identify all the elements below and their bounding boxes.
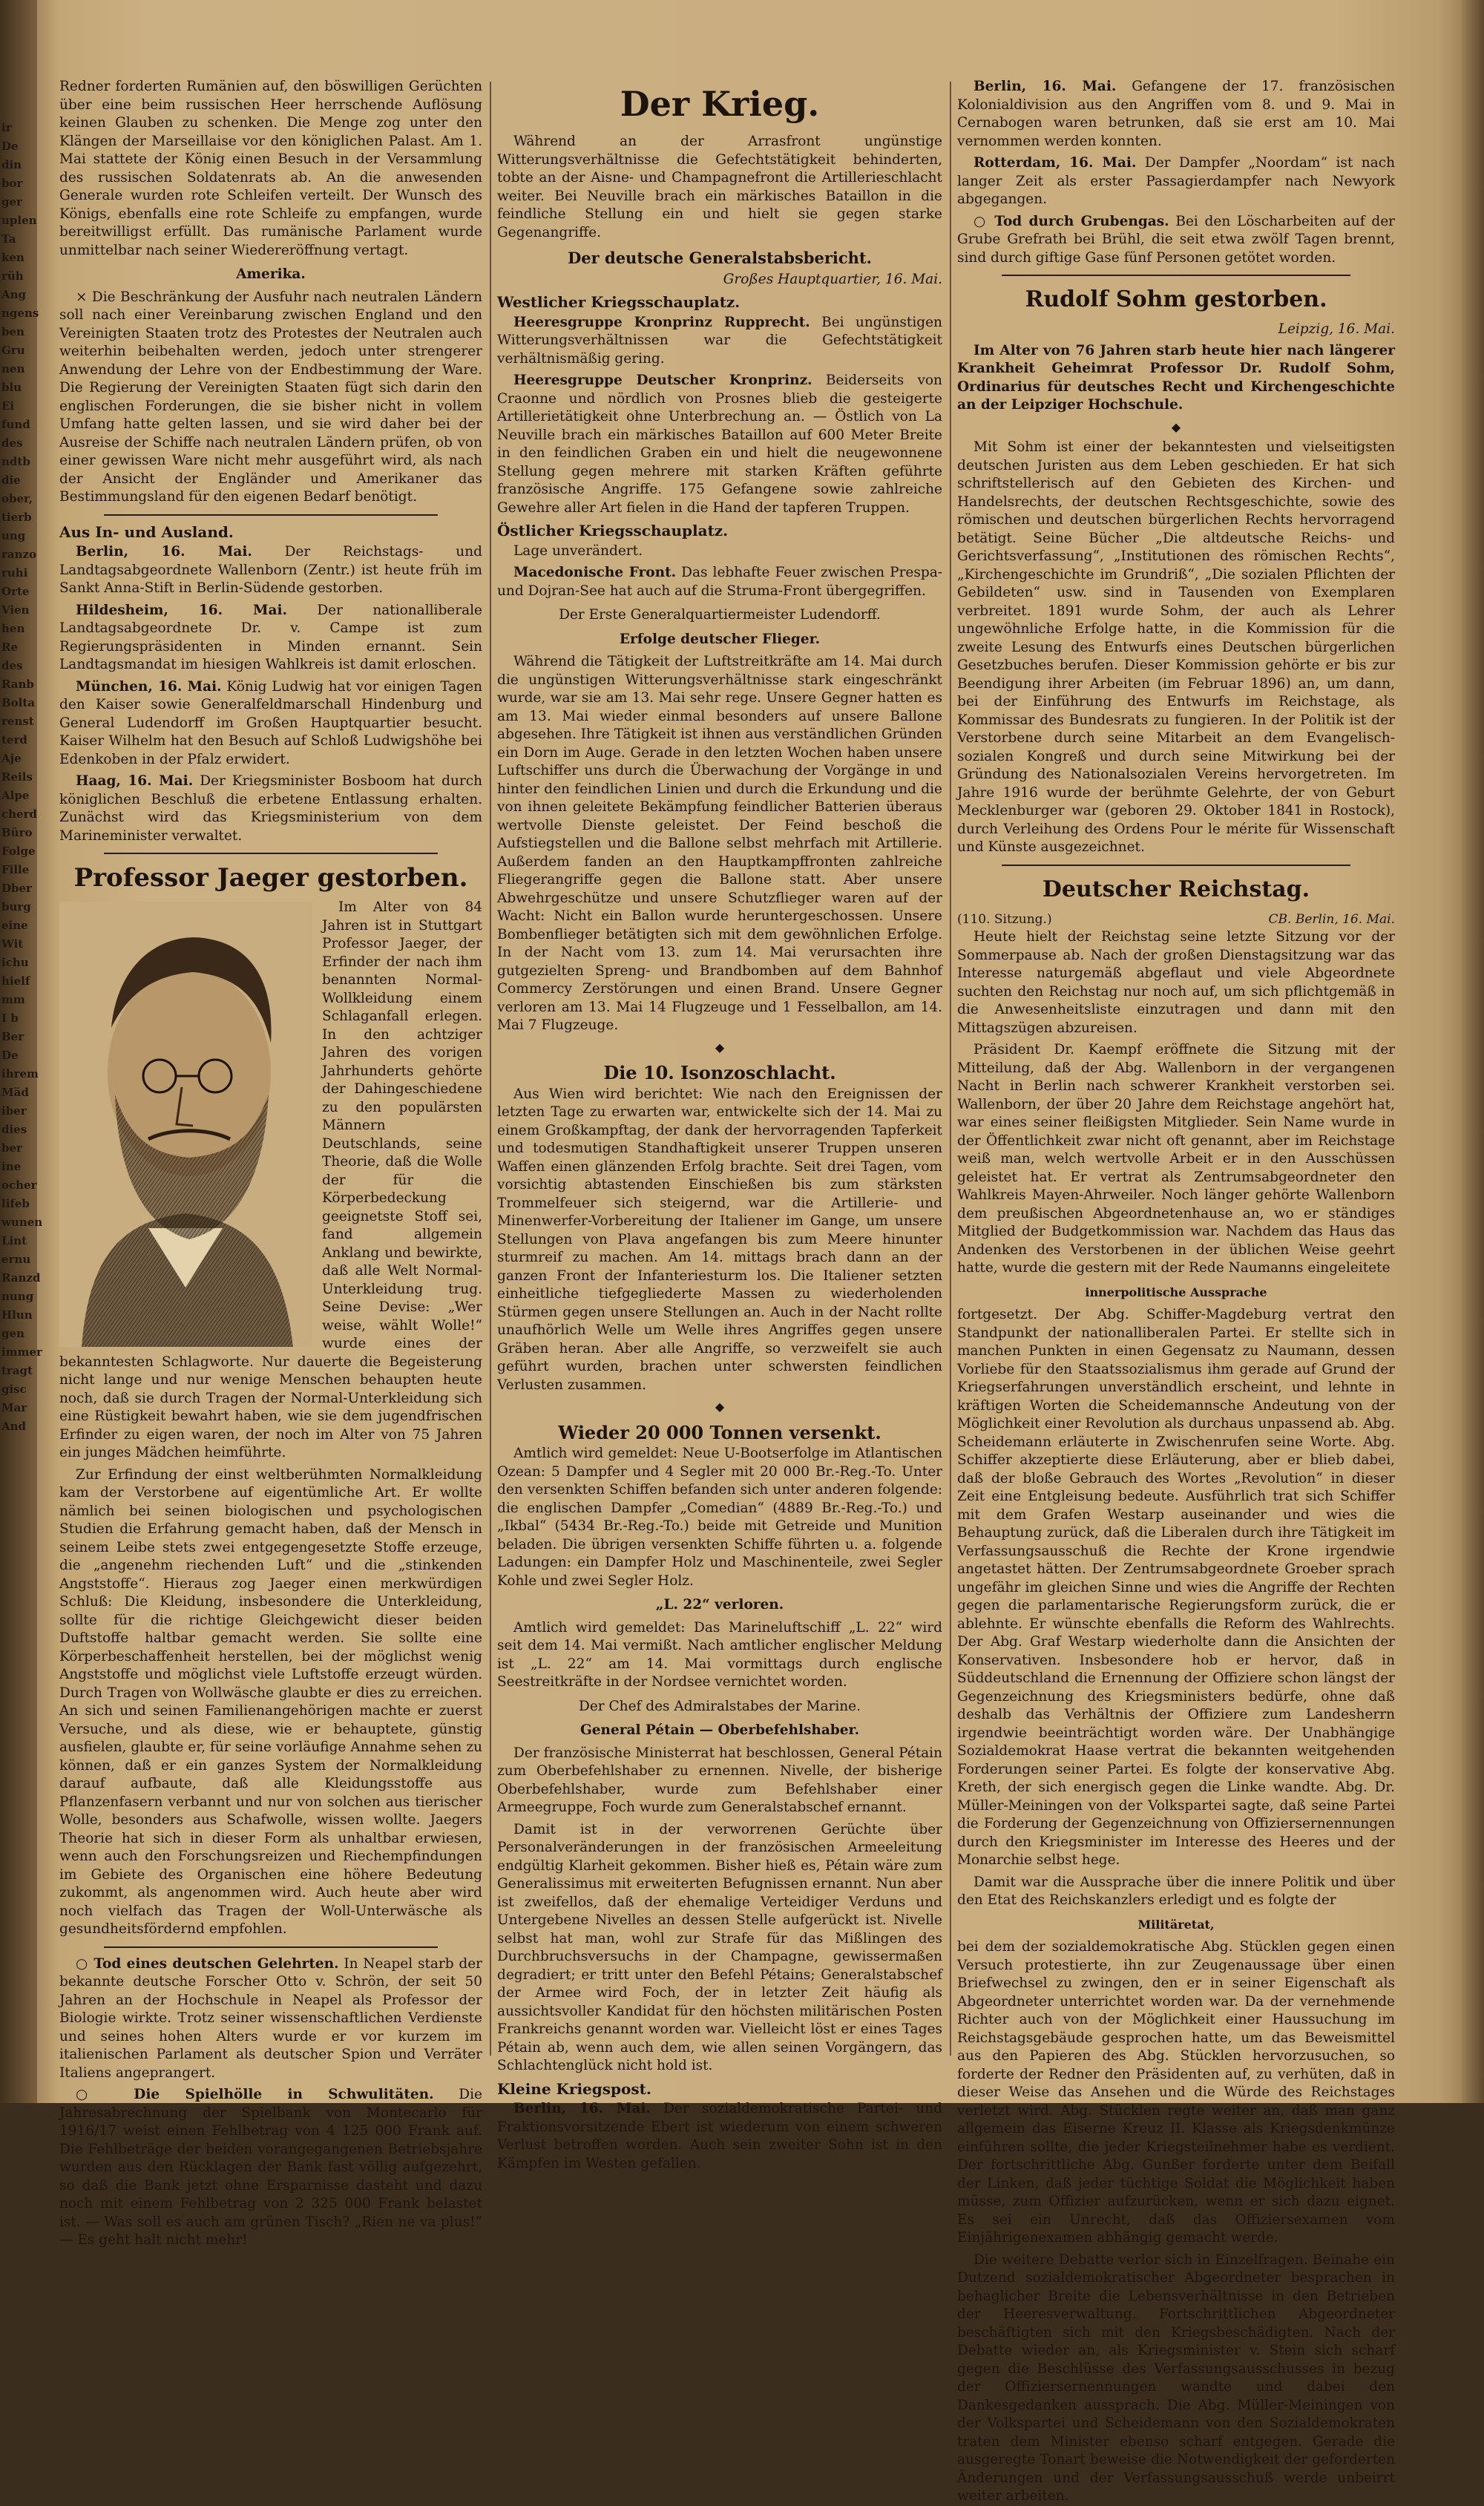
- gutter-fragment: Mar: [1, 1401, 27, 1414]
- divider: [104, 1946, 438, 1948]
- gutter-fragment: bor: [1, 177, 23, 190]
- gutter-fragment: Orte: [1, 585, 30, 598]
- gutter-fragment: tierb: [1, 511, 32, 524]
- misc-text: In Neapel starb der bekannte deutsche Forscher Otto v. Schrön, der seit 50 Jahren an der Hochschule in Neapel als Professor der Biologie wirkte. Trotz seiner wissenschaftlichen Verdienste und seines hohen Alters wurde er vor kurzem im italienischen Parlament als deutscher Spion und Verräter Italiens angeprangert.: [59, 1955, 482, 2081]
- gutter-fragment: terd: [1, 733, 27, 747]
- rotterdam-text: Der Dampfer „Noordam“ ist nach langer Zeit als erster Passagierdampfer nach Newyork abgegangen.: [957, 155, 1395, 207]
- gutter-fragment: Ranb: [1, 678, 34, 691]
- maced-text: Das lebhafte Feuer zwischen Prespa- und Dojran-See hat auch auf die Struma-Front übergegriffen.: [497, 565, 942, 599]
- gutter-fragment: ung: [1, 529, 26, 542]
- gutter-fragment: die: [1, 473, 21, 487]
- gutter-fragment: eine: [1, 919, 28, 932]
- rumania-report: Redner forderten Rumänien auf, den böswilligen Gerüchten über eine beim russischen Heer herrschende Auflösung keinen Glauben zu schenken. Die Menge zog unter den Klängen der Marseillaise vor den königlichen Palast. Am 1. Mai stattete der König einen Besuch in der Versammlung des russischen Soldatenrats ab. An die anwesenden Generale wurden rote Schleifen verteilt. Der Wunsch des Königs, ebenfalls eine rote Schleife zu empfangen, wurde bereitwilligst erfüllt. Das rumänische Parlament wurde unmittelbar nach seiner Wiedereröffnung vertagt.: [59, 79, 482, 258]
- reichstag-dateline: CB. Berlin, 16. Mai.: [1268, 911, 1395, 927]
- militaer-paragraph-2: Die weitere Debatte verlor sich in Einzelfragen. Beinahe ein Dutzend sozialdemokratischer Abgeordneter besprachen in behaglicher Breite die Lebensverhältnisse in den Betrieben der Heeresverwaltung. Fortschrittlichen Abgeordneter beschäftigten sich mit den Kriegsbeschädigten. Nach der Debatte wieder an, als Kriegsminister v. Stein sich scharf gegen die Beschlüsse des Verfassungsausschusses in bezug der Offiziersernennungen wandte und dabei den Dankesgedanken aussprach. Die Abg. Müller-Meiningen von der Volkspartei und Scheidemann von den Sozialdemokraten traten dem Minister ebenso scharf entgegen. Gerade die ausgeregte Tonart beweise die Notwendigkeit der geforderten Änderungen und der Verfassungsausschuß werde unbeirrt weiter arbeiten.: [957, 2251, 1395, 2504]
- inland-place: Hildesheim, 16. Mai.: [76, 602, 287, 618]
- gutter-fragment: Gru: [1, 344, 25, 357]
- misc-title: ○ Die Spielhölle in Schwulitäten.: [76, 2087, 434, 2102]
- report-signature: Der Erste Generalquartiermeister Ludendorff.: [559, 607, 881, 623]
- gutter-fragment: wunen: [1, 1216, 43, 1229]
- gutter-fragment: ir: [1, 121, 12, 134]
- inland-text: Der nationalliberale Landtagsabgeordnete Dr. v. Campe ist zum Regierungspräsidenten in Minden ernannt. Sein Landtagsmandat im hiesigen Wahlkreis ist damit erloschen.: [59, 602, 482, 672]
- gutter-fragment: dies: [1, 1123, 27, 1136]
- gutter-fragment: renst: [1, 715, 34, 728]
- east-heading: Östlicher Kriegsschauplatz.: [497, 522, 729, 539]
- gutter-fragment: De: [1, 1049, 19, 1062]
- east-text: Lage unverändert.: [513, 542, 643, 559]
- jaeger-portrait-image: [59, 902, 312, 1347]
- gutter-fragment: des: [1, 659, 23, 672]
- gutter-fragment: des: [1, 436, 23, 450]
- gutter-fragment: ngens: [1, 306, 39, 320]
- gutter-fragment: ihrem: [1, 1067, 39, 1080]
- kriegspost-text: Der sozialdemokratische Partei- und Fraktionsvorsitzende Ebert ist wiederum von einem schweren Verlust betroffen worden. Auch sein zweiter Sohn ist in den Kämpfen im Westen gefallen.: [497, 2101, 942, 2171]
- gutter-fragment: I b: [1, 1011, 19, 1025]
- krieg-heading: Der Krieg.: [620, 84, 820, 124]
- column-left: [59, 78, 482, 2248]
- inland-place: Haag, 16. Mai.: [76, 773, 194, 789]
- maced-lead: Macedonische Front.: [513, 565, 677, 580]
- gutter-fragment: tragt: [1, 1364, 33, 1377]
- separator-ornament: ◆: [1171, 419, 1181, 434]
- gutter-fragment: ndtb: [1, 455, 30, 468]
- gutter-fragment: immer: [1, 1345, 42, 1359]
- inland-place: München, 16. Mai.: [76, 678, 222, 695]
- misc-item: [59, 2086, 482, 2250]
- berlin-place: Berlin, 16. Mai.: [974, 79, 1117, 94]
- gutter-fragment: ocher: [1, 1178, 37, 1192]
- separator-ornament: ◆: [715, 1040, 725, 1054]
- gutter-fragment: Ranzd: [1, 1271, 41, 1285]
- gutter-fragment: De: [1, 140, 19, 153]
- l22-article: Amtlich wird gemeldet: Das Marineluftschiff „L. 22“ wird seit dem 14. Mai vermißt. Nach amtlicher englischer Meldung ist „L. 22“ am 14. Mai vormittags durch englische Seestreitkräfte in der Nordsee vernichtet worden.: [497, 1619, 942, 1690]
- gutter-fragment: Aje: [1, 752, 22, 765]
- inland-text: Der Reichstags- und Landtagsabgeordnete Wallenborn (Zentr.) ist heute früh im Sankt Anna-Stift in Berlin-Südende gestorben.: [59, 544, 482, 596]
- petain-paragraph-2: Damit ist in der verworrenen Gerüchte über Personalveränderungen in der französischen Armeeleitung endgültig Klarheit gekommen. Bisher hieß es, Pétain wäre zum Generalissimus mit erweiterten Befugnissen ernannt. Nun aber ist zweifellos, daß der ehemalige Verteidiger Verduns und Untergebene Nivelles an dessen Stelle aufgerückt ist. Nivelle selbst hat man, wohl zur Strafe für das Mißlingen des Durchbruchsversuchs in der Champagne, gewissermaßen degradiert; er tritt unter den Befehl Pétains; Generalstabschef der Armee wird Foch, der in letzter Zeit häufig als aussichtsvoller Kandidat für den höchsten militärischen Posten Frankreichs genannt worden war. Vielleicht löst er eines Tages Pétain ab, wenn auch dem, wie allen seinen Vorgängern, das Schlachtenglück nicht hold ist.: [497, 1821, 942, 2073]
- gutter-fragment: And: [1, 1420, 27, 1433]
- inland-heading: Aus In- und Ausland.: [59, 522, 234, 541]
- misc-item: [59, 1955, 482, 2083]
- west-text-1: Bei ungünstigen Witterungsverhältnissen war die Gefechtstätigkeit verhältnismäßig gering.: [497, 314, 942, 367]
- inland-item: [59, 773, 482, 845]
- reichstag-paragraph-1: Heute hielt der Reichstag seine letzte Sitzung vor der Sommerpause ab. Nach der großen Dienstagsitzung war das Interesse naturgemäß abgeflaut und viele Abgeordnete suchten den Reichstag nur noch auf, um sich pflichtgemäß in die Anwesenheitsliste einzutragen und dann mit den Mittagszügen abzureisen.: [957, 929, 1395, 1036]
- gutter-fragment: rüh: [1, 269, 24, 283]
- column-rule-1: [490, 82, 491, 2056]
- kriegspost-paragraph: [497, 2100, 942, 2173]
- maced-paragraph: [497, 564, 942, 600]
- gruben-text: Bei den Löscharbeiten auf der Grube Grefrath bei Brühl, die seit etwa zwölf Tagen brennt, sind durch giftige Gase fünf Personen getötet worden.: [957, 213, 1395, 266]
- gutter-fragment: lifeb: [1, 1197, 30, 1210]
- gutter-fragment: ober,: [1, 492, 33, 505]
- gutter-fragment: blu: [1, 381, 22, 394]
- gutter-fragment: Folge: [1, 844, 36, 858]
- gutter-fragment: Alpe: [1, 789, 30, 802]
- krieg-intro: Während an der Arrasfront ungünstige Witterungsverhältnisse die Gefechtstätigkeit behinderten, tobte an der Aisne- und Champagnefront die Artillerieschlacht weiter. Bei Neuville brach ein märkisches Bataillon in die feindliche Stellung ein und hielt sie gegen starke Gegenangriffe.: [497, 134, 942, 240]
- divider: [104, 514, 438, 516]
- damit-paragraph: Damit war die Aussprache über die innere Politik und über den Etat des Reichskanzlers erledigt und es folgte der: [957, 1874, 1395, 1908]
- gutter-fragment: mm: [1, 993, 25, 1006]
- inland-text: Der Kriegsminister Bosboom hat durch königlichen Beschluß die erbetene Entlassung erhalten. Zunächst wird das Kriegsministerium von dem Marineminister verwaltet.: [59, 773, 482, 844]
- flieger-article: Während die Tätigkeit der Luftstreitkräfte am 14. Mai durch die ungünstigen Witterungsverhältnisse stark eingeschränkt wurde, war sie am 13. Mai sehr rege. Unsere Gegner hatten es am 13. Mai wieder einmal besonders auf unsere Ballone abgesehen. Ihre Tätigkeit ist ihnen aus verständlichen Gründen ein Dorn im Auge. Gerade in den letzten Wochen haben unsere Luftschiffer uns durch die Überwachung der Vorgänge in und hinter den feindlichen Linien und durch die Erkundung und die von ihnen geleitete Bekämpfung feindlicher Batterien überaus wertvolle Dienste geleistet. Der Feind beschoß die Aufstiegstellen und die Ballone selbst mehrfach mit Artillerie. Außerdem fanden an den Hauptkampffronten zahlreiche Fliegerangriffe gegen die Ballone statt. Aber unsere Abwehrgeschütze und unsere Schutzflieger waren auf der Wacht: Nicht ein Ballon wurde heruntergeschossen. Unsere Bombenflieger betätigten sich mit dem gewöhnlichen Erfolge. In der Nacht vom 13. zum 14. Mai verursachten ihre gutgezielten Spreng- und Brandbomben auf dem Bahnhof Commercy Zerstörungen und einen Brand. Unsere Gegner verloren am 13. Mai 14 Flugzeuge und 1 Fesselballon, am 14. Mai 7 Flugzeuge.: [497, 654, 942, 1033]
- inland-item: [59, 678, 482, 770]
- sohm-lead: Im Alter von 76 Jahren starb heute hier nach längerer Krankheit Geheimrat Professor Dr. Rudolf Sohm, Ordinarius für deutsches Recht und Kirchengeschichte an der Leipziger Hochschule.: [957, 342, 1395, 413]
- gutter-fragment: Re: [1, 640, 19, 654]
- gutter-fragment: fund: [1, 418, 30, 431]
- rotterdam-paragraph: [957, 154, 1395, 209]
- gutter-fragment: Hlun: [1, 1308, 33, 1322]
- gutter-fragment: uplen: [1, 214, 37, 227]
- petain-paragraph-1: Der französische Ministerrat hat beschlossen, General Pétain zum Oberbefehlshaber zu ernennen. Nivelle, der bisherige Oberbefehlshaber, wurde zum Befehlshaber einer Armeegruppe, Foch wurde zum Generalstabschef ernannt.: [497, 1745, 942, 1815]
- separator-ornament: ◆: [715, 1400, 725, 1414]
- gutter-fragment: iber: [1, 1104, 27, 1118]
- jaeger-paragraph-1: Im Alter von 84 Jahren ist in Stuttgart Professor Jaeger, der Erfinder der nach ihm benannten Normal-Wollkleidung einem Schlaganfall erlegen. In den achtziger Jahren des vorigen Jahrhunderts gehörte der Dahingeschiedene zu den populärsten Männern Deutschlands, seine Theorie, daß die Wolle der für die Körperbedeckung geeignetste Stoff sei, fand allgemein Anklang und bewirkte, daß alle Welt Normal-Unterkleidung trug. Seine Devise: „Wer weise, wählt Wolle!“ wurde eines der bekanntesten Schlagworte. Nur dauerte die Begeisterung nicht lange und nur wenige Menschen behaupten heute noch, daß sie durch Tragen der Normal-Unterkleidung sich eine Rüstigkeit bewahrt haben, wie sie dem jugendfrischen Erfinder zu eigen waren, der noch im Alter von 75 Jahren ein junges Mädchen heimführte.: [59, 899, 482, 1460]
- gutter-fragment: Bolta: [1, 696, 36, 709]
- amerika-heading: Amerika.: [236, 266, 306, 282]
- gutter-fragment: gen: [1, 1327, 24, 1340]
- gutter-fragment: ger: [1, 195, 22, 209]
- berlin-paragraph: [957, 78, 1395, 151]
- innerpol-article: fortgesetzt. Der Abg. Schiffer-Magdeburg vertrat den Standpunkt der nationalliberalen Partei. Er stellte sich in manchen Punkten in einen Gegensatz zu Naumann, dessen Vorliebe für den Staatssozialismus ihm gerade auf Grund der Kriegserfahrungen unverständlich erscheint, und lehnte in kräftigen Worten die Scheidemannsche Andeutung von der Möglichkeit einer Revolution als durchaus unpassend ab. Abg. Scheidemann erläuterte in Zwischenrufen seine Worte. Abg. Schiffer akzeptierte diese Erläuterung, aber er blieb dabei, daß der bloße Gebrauch des Wortes „Revolution“ in dieser Zeit eine Entgleisung bedeute. Ausführlich trat sich Schiffer mit dem Grafen Westarp auseinander und wies die Behauptung zurück, daß die Liberalen durch ihre Tätigkeit im Verfassungsausschuß die Rechte der Krone irgendwie angetastet hätten. Der Zentrumsabgeordnete Groeber sprach ungefähr im gleichen Sinne und wies die Angriffe der Rechten gegen die parlamentarische Regierungsform zurück, die er ablehnte. Er wünschte ebenfalls die Reform des Wahlrechts. Der Abg. Graf Westarp wiederholte dann die Ansichten der Konservativen. Insbesondere hob er hervor, daß in Süddeutschland die Ernennung der Offiziere schon längst der Gegenzeichnung des Kriegsministers bedürfe, ohne daß deshalb das Verhältnis der Offiziere zum Landesherrn irgendwie beeinträchtigt worden wäre. Der Unabhängige Sozialdemokrat Haase vertrat die bekannten weitgehenden Forderungen seiner Partei. Es folgte der konservative Abg. Kreth, der sich energisch gegen die Linke wandte. Abg. Dr. Müller-Meiningen von der Volkspartei sagte, daß seine Partei die Forderung der Gegenzeichnung von Offiziersernennungen durch den Kriegsminister im Interesse des Heeres und der Monarchie selbst hege.: [957, 1307, 1395, 1868]
- militaer-heading: Militäretat,: [1137, 1917, 1215, 1932]
- misc-list: [59, 1955, 482, 2250]
- gutter-fragment: ine: [1, 1160, 22, 1173]
- gruben-title: ○ Tod durch Grubengas.: [974, 213, 1169, 229]
- gutter-fragment: ber: [1, 1141, 22, 1155]
- militaer-paragraph-1: bei dem der sozialdemokratische Abg. Stücklen gegen einen Versuch protestierte, ihn zur Zeugenaussage über einen Briefwechsel zu zwingen, den er in seiner Eigenschaft als Abgeordneter unterrichtet worden war. Da der vernehmende Richter auch von der Möglichkeit einer Haussuchung im Reichstagsgebäude gesprochen hatte, um das Beweismittel aus den Papieren des Abg. Stücklen hervorzusuchen, so forderte der Redner den Präsidenten auf, zu verhüten, daß in dieser Weise das Ansehen und die Würde des Reichstages verletzt wird. Abg. Stücklen regte weiter an, daß man ganz allgemein das Eiserne Kreuz II. Klasse als Kriegsdenkmünze einführen sollte, die jeder Kriegsteilnehmer habe es verdient. Der fortschrittliche Abg. Gunßer forderte unter dem Beifall der Linken, daß jeder tüchtige Soldat die Möglichkeit haben müsse, zum Offizier aufzurücken, wenn er sich dazu eignet. Es sei ein Unrecht, daß das Offiziersexamen vom Einjährigenexamen abhängig gemacht werde.: [957, 1939, 1395, 2246]
- petain-heading: General Pétain — Oberbefehlshaber.: [580, 1722, 860, 1738]
- amerika-article: × Die Beschränkung der Ausfuhr nach neutralen Ländern soll nach einer Vereinbarung zwischen England und den Vereinigten Staaten trotz des Protestes der Neutralen auch weiterhin beibehalten werden, jedoch unter strengerer Anwendung der Lehre von der Endbestimmung der Ware. Die Regierung der Vereinigten Staaten fügt sich darin den englischen Forderungen, die sie bisher nicht in vollem Umfang hatte gelten lassen, und sie wird daher bei der Ausreise der Schiffe nach neutralen Ländern prüfen, ob von einer gewissen Ware nicht mehr ausgeführt wird, als nach der Ansicht der Engländer und Amerikaner das Bestimmungsland für den eigenen Bedarf benötigt.: [59, 289, 482, 505]
- right-gutter: [1462, 0, 1484, 2103]
- gutter-fragment: burg: [1, 900, 31, 913]
- gutter-fragment: ernu: [1, 1253, 31, 1266]
- l22-signature: Der Chef des Admiralstabes der Marine.: [579, 1698, 861, 1714]
- gutter-fragment: ken: [1, 251, 24, 264]
- gutter-fragment: ben: [1, 325, 24, 338]
- divider: [1002, 275, 1350, 276]
- reichstag-session: (110. Sitzung.): [957, 911, 1052, 927]
- inland-list: [59, 543, 482, 845]
- inland-place: Berlin, 16. Mai.: [76, 544, 252, 560]
- gutter-fragment: ruhi: [1, 566, 28, 580]
- gutter-fragment: Lint: [1, 1234, 27, 1247]
- portrait-engraving: [59, 902, 312, 1347]
- report-dateline: Großes Hauptquartier, 16. Mai.: [723, 271, 942, 287]
- left-gutter-fragments: [0, 0, 43, 2103]
- gutter-fragment: nung: [1, 1290, 34, 1303]
- kriegspost-place: Berlin, 16. Mai.: [513, 2101, 651, 2116]
- reichstag-heading: Deutscher Reichstag.: [1042, 876, 1310, 902]
- gutter-fragment: Ei: [1, 399, 15, 413]
- gutter-fragment: Dber: [1, 882, 32, 895]
- sohm-heading: Rudolf Sohm gestorben.: [1025, 286, 1327, 312]
- gutter-fragment: Mäd: [1, 1086, 29, 1099]
- gutter-fragment: gisc: [1, 1382, 27, 1396]
- gutter-fragment: ranzo: [1, 548, 37, 561]
- divider: [1002, 865, 1350, 866]
- gutter-fragment: Büro: [1, 826, 33, 839]
- gutter-fragment: Reils: [1, 770, 33, 784]
- gutter-fragment: Ang: [1, 288, 27, 301]
- rotterdam-place: Rotterdam, 16. Mai.: [974, 155, 1137, 171]
- isonzo-article: Aus Wien wird berichtet: Wie nach den Ereignissen der letzten Tage zu erwarten war, entwickelte sich der 14. Mai zu einem Großkampftag, der dank der hervorragenden Tapferkeit und todesmutigen Standhaftigkeit unserer Truppen unseren Waffen einen glänzenden Erfolg brachte. Seit drei Tagen, vom vorsichtig abtastenden Einschießen bis zum stärksten Trommelfeuer sich steigernd, war die Artillerie- und Minenwerfer-Vorbereitung der Italiener im Gange, um unsere Stellungen von Plava angefangen bis zum Meere hinunter sturmreif zu machen. Am 14. mittags brach dann an der ganzen Front der Infanteriesturm los. Die Italiener setzten einheitliche tiefgegliederte Massen zu wiederholenden Stürmen gegen unsere Stellungen an. Auch in der Nacht rollte unaufhörlich Welle um Welle ihres Angriffes gegen unsere Gräben heran. Aber alle Angriffe, so verzweifelt sie auch geführt wurden, brachen unter schwersten feindlichen Verlusten zusammen.: [497, 1086, 942, 1393]
- innerpol-heading: innerpolitische Aussprache: [1085, 1285, 1267, 1299]
- gutter-fragment: Wit: [1, 937, 24, 951]
- inland-item: [59, 543, 482, 598]
- gutter-fragment: hielf: [1, 974, 30, 988]
- misc-text: Die Jahresabrechnung der Spielbank von Montecarlo für 1916/17 weist einen Fehlbetrag von 4 125 000 Frank auf. Die Fehlbeträge der beiden vorangegangenen Betriebsjahre wurden aus den Rücklagen der Bank fast völlig aufgezehrt, so daß die Bank jetzt ohne Ersparnisse dasteht und dazu noch mit einem Fehlbetrag von 2 325 000 Frank belastet ist. — Was soll es auch am grünen Tisch? „Rien ne va plus!“ — Es geht halt nicht mehr!: [59, 2087, 482, 2248]
- column-rule-2: [950, 82, 951, 2056]
- kriegspost-heading: Kleine Kriegspost.: [497, 2079, 651, 2098]
- west-heading: Westlicher Kriegsschauplatz.: [497, 293, 741, 311]
- reichstag-meta: [957, 911, 1395, 929]
- west-paragraph-2: [497, 372, 942, 517]
- tonnen-article: Amtlich wird gemeldet: Neue U-Bootserfolge im Atlantischen Ozean: 5 Dampfer und 4 Segler mit 20 000 Br.-Reg.-To. Unter den versenkten Schiffen befanden sich unter anderen folgende: die englischen Dampfer „Comedian“ (4889 Br.-Reg.-To.) und „Ikbal“ (5434 Br.-Reg.-To.) beide mit Getreide und Munition beladen. Die übrigen versenkten Schiffe führten u. a. folgende Ladungen: ein Dampfer Holz und Maschinenteile, zwei Segler Kohle und zwei Segler Holz.: [497, 1446, 942, 1589]
- gutter-fragment: ichu: [1, 956, 29, 969]
- jaeger-heading: Professor Jaeger gestorben.: [73, 863, 468, 893]
- gutter-fragment: cherd: [1, 807, 37, 821]
- inland-item: [59, 602, 482, 675]
- inland-text: König Ludwig hat vor einigen Tagen den Kaiser sowie Generalfeldmarschall Hindenburg und General Ludendorff im Großen Hauptquartier besucht. Kaiser Wilhelm hat den Besuch auf Schloß Ludwigshöhe bei Edenkoben in der Pfalz erwidert.: [59, 678, 482, 767]
- report-heading: Der deutsche Generalstabsbericht.: [568, 249, 872, 267]
- column-right: [957, 78, 1395, 2504]
- berlin-text: Gefangene der 17. französischen Kolonialdivision aus den Angriffen vom 8. und 9. Mai in Cernabogen waren betrunken, daß sie erst am 10. Mai vernommen werden konnten.: [957, 79, 1395, 149]
- jaeger-paragraph-2: Zur Erfindung der einst weltberühmten Normalkleidung kam der Verstorbene auf eigentümliche Art. Er wollte nämlich bei seinen biologischen und psychologischen Studien die Erfahrung gemacht haben, daß der Mensch in seinem Leibe stets zwei entgegengesetzte Stoffe erzeuge, die „angenehm riechenden Luft“ und die „stinkenden Angststoffe“. Hieraus zog Jaeger einen merkwürdigen Schluß: Die Kleidung, insbesondere die Unterkleidung, sollte für die richtige Gleichgewicht dieser beiden Duftstoffe haltbar gemacht werden. Sie sollte eine Körperbeschaffenheit herstellen, bei der möglichst wenig Angststoffe und möglichst viele Luftstoffe erzeugt würden. Durch Tragen von Wollwäsche glaubte er dies zu erreichen. An sich und seinen Familienangehörigen machte er zuerst Versuche, und als diese, wie er behauptete, günstig ausfielen, glaubte er, für seine vorläufige Annahme sehen zu können, daß er ein ganzes System der Normalkleidung darauf aufbaute, daß alle Kleidungsstoffe aus Pflanzenfasern verbannt und nur von solchen aus tierischer Wolle, besonders aus Schafwolle, wissen wollte. Jaegers Theorie hat sich in dieser Form als unhaltbar erwiesen, wenn auch den Forschungsreizen und Riechempfindungen im Gebiete des Organischen eine höhere Bedeutung zukommt, als angenommen wird. Auch heute aber wird noch vielfach das Tragen der Woll-Unterwäsche als gesundheitsfördernd empfohlen.: [59, 1466, 482, 1937]
- gutter-fragment: Ta: [1, 232, 16, 246]
- west-lead-1: Heeresgruppe Kronprinz Rupprecht.: [513, 314, 810, 330]
- sohm-dateline: Leipzig, 16. Mai.: [1278, 321, 1395, 337]
- gutter-fragment: din: [1, 158, 22, 171]
- gutter-fragment: Vien: [1, 603, 30, 617]
- gutter-fragment: Fille: [1, 863, 30, 876]
- west-text-2: Beiderseits von Craonne und nördlich von Prosnes blieb die gesteigerte Artillerietätigkeit ohne Unterbrechung an. — Östlich von La Neuville brach ein märkisches Bataillon auf 600 Meter Breite in den feindlichen Graben ein und hielt die neugewonnene Stellung gegen mehrere mit starken Kräften geführte französische Angriffe. 175 Gefangene sowie zahlreiche Gewehre aller Art fielen in die Hand der tapferen Truppen.: [497, 373, 942, 516]
- reichstag-paragraph-2: Präsident Dr. Kaempf eröffnete die Sitzung mit der Mitteilung, daß der Abg. Wallenborn in der vergangenen Nacht in Berlin nach schwerer Krankheit verstorben sei. Wallenborn, der über 20 Jahre dem Reichstage angehört hat, war eines seiner fleißigsten Mitglieder. Sein Name wurde in der Öffentlichkeit zwar nicht oft genannt, aber im Reichstage weiß man, welch wertvolle Arbeit er in den Ausschüssen geleistet hat. Er vertrat als Zentrumsabgeordneter den Wahlkreis Mayen-Ahrweiler. Noch länger gehörte Wallenborn dem preußischen Abgeordnetenhause an, wo er ständiges Mitglied der Budgetkommission war. Nachdem das Haus das Andenken des Verstorbenen in der üblichen Weise geehrt hatte, wurde die gestern mit der Rede Naumanns eingeleitete: [957, 1042, 1395, 1276]
- tonnen-heading: Wieder 20 000 Tonnen versenkt.: [558, 1421, 881, 1443]
- flieger-heading: Erfolge deutscher Flieger.: [619, 631, 821, 647]
- gutter-fragment: hen: [1, 622, 25, 635]
- gutter-fragment: Ber: [1, 1030, 24, 1043]
- west-paragraph-1: [497, 314, 942, 369]
- sohm-article: Mit Sohm ist einer der bekanntesten und vielseitigsten deutschen Juristen aus dem Leben geschieden. Er hat sich schriftstellerisch auf den Gebieten des Kirchen- und Handelsrechts, der deutschen Rechtsgeschichte, sowie des römischen und deutschen bürgerlichen Rechts hervorragend betätigt. Seine Bücher „Die altdeutsche Reichs- und Gerichtsverfassung“, „Institutionen des römischen Rechts“, „Kirchengeschichte im Grundriß“, „Die sozialen Pflichten der Gebildeten“ usw. sind in Tausenden von Exemplaren verbreitet. 1891 wurde Sohm, der auch als Lehrer ungewöhnliche Erfolge hatte, in die Kommission für die zweite Lesung des Entwurfs eines Deutschen bürgerlichen Gesetzbuches berufen. Dieser Kommission gehörte er bis zur Beendigung ihrer Arbeiten (im Februar 1896) an, um dann, bei der Einführung des Entwurfs im Reichstage, als Kommissar des Bundesrats zu fungieren. In der Politik ist der Verstorbene durch seine Mitarbeit an dem Evangelisch-sozialen Kongreß und durch seine Mitwirkung bei der Gründung des Nationalsozialen Vereins hervorgetreten. Im Jahre 1916 wurde der berühmte Gelehrte, der von Geburt Mecklenburger war (geboren 29. Oktober 1841 in Rostock), durch Verleihung des Ordens Pour le mérite für Wissenschaft und Künste ausgezeichnet.: [957, 439, 1395, 855]
- west-lead-2: Heeresgruppe Deutscher Kronprinz.: [513, 373, 812, 388]
- l22-heading: „L. 22“ verloren.: [655, 1597, 784, 1613]
- gruben-paragraph: [957, 213, 1395, 268]
- divider: [104, 853, 438, 854]
- isonzo-heading: Die 10. Isonzoschlacht.: [603, 1062, 836, 1083]
- misc-title: ○ Tod eines deutschen Gelehrten.: [76, 1955, 339, 1972]
- gutter-fragment: nen: [1, 362, 25, 375]
- column-middle: [497, 78, 942, 2171]
